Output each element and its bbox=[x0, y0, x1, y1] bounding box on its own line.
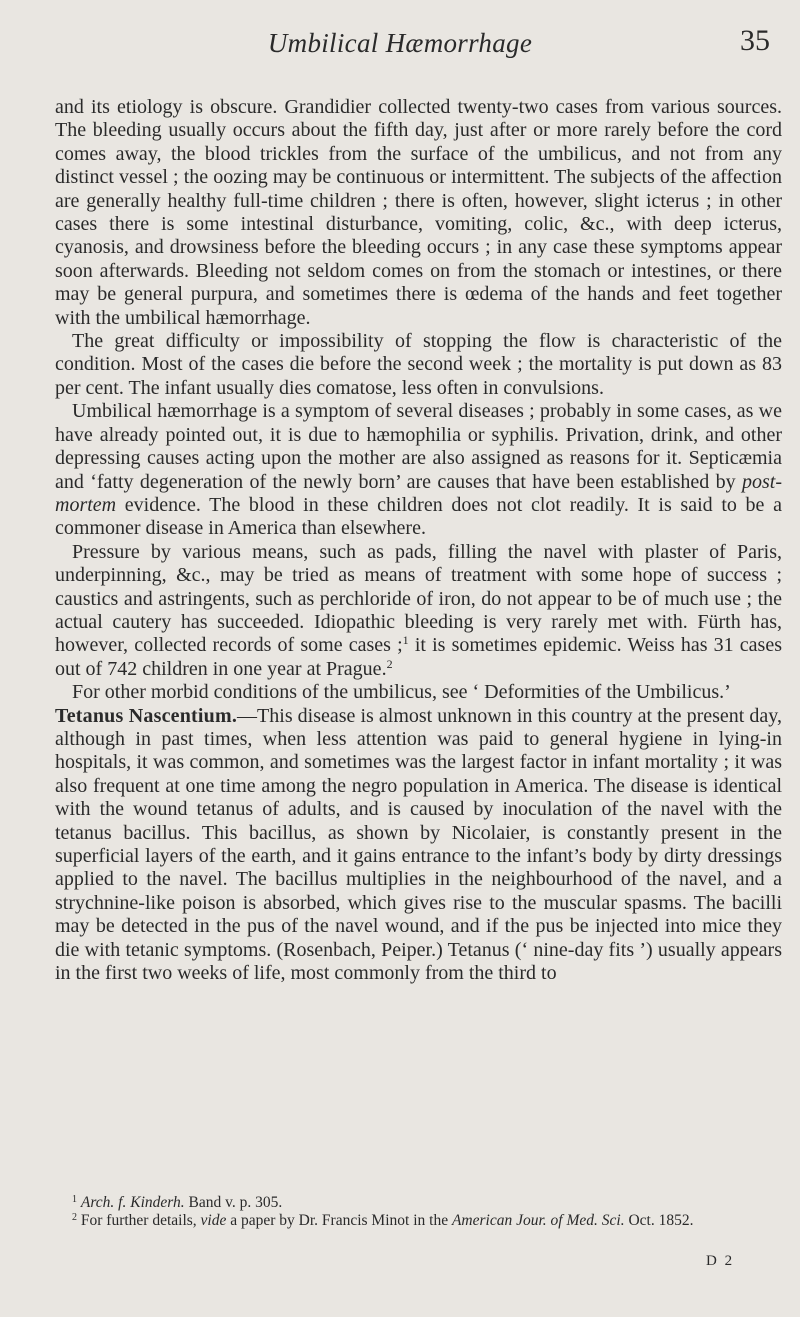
paragraph bbox=[55, 681, 782, 704]
footnote bbox=[55, 1212, 782, 1230]
paragraph-text: —This disease is almost unknown in this country at the present day, although in past times, when less attention was paid to general hygiene in lying-in hospitals, it was common, and sometimes was the largest factor in infant mortality ; it was also frequent at one time among the negro population in America. The disease is identical with the wound tetanus of adults, and is caused by inoculation of the navel with the tetanus bacillus. This bacillus, as shown by Nicolaier, is constantly present in the superficial layers of the earth, and it gains entrance to the infant’s body by dirty dressings applied to the navel. The bacillus multiplies in the neighbourhood of the navel, and a strychnine-like poison is absorbed, which gives rise to the muscular spasms. The bacilli may be detected in the pus of the navel wound, and if the pus be injected into mice they die with tetanic symptoms. (Rosenbach, Peiper.) Tetanus (‘ nine-day fits ’) usually appears in the first two weeks of life, most commonly from the third to bbox=[55, 704, 782, 985]
paragraph bbox=[55, 96, 782, 330]
paragraph-text: evidence. The blood in these children does not clot readily. It is said to be a commoner disease in America than elsewhere. bbox=[55, 493, 782, 540]
footnote-text: Oct. 1852. bbox=[624, 1212, 694, 1229]
footnote-ref: 1 bbox=[402, 633, 409, 648]
footnote-italic: vide bbox=[200, 1212, 227, 1229]
italic-term: post-mortem bbox=[55, 470, 782, 516]
paragraph-text: Pressure by various means, such as pads, filling the navel with plaster of Paris, underpinning, &c., may be tried as means of treatment with some hope of success ; caustics and astringents, such as perchloride of iron, do not appear to be of much use ; the actual cautery has succeeded. Idiopathic bleeding is very rarely met with. Fürth has, however, collected records of some cases ; bbox=[55, 540, 782, 657]
signature-mark: D 2 bbox=[706, 1253, 735, 1269]
footnote-text: For further details, bbox=[77, 1212, 201, 1229]
section-heading: Tetanus Nascentium. bbox=[55, 704, 238, 727]
paragraph-text: Umbilical hæmorrhage is a symptom of several diseases ; probably in some cases, as we have already pointed out, it is due to hæmophilia or syphilis. Privation, drink, and other depressing causes acting upon the mother are also assigned as reasons for it. Septicæmia and ‘fatty degeneration of the newly born’ are causes that have been established by bbox=[55, 400, 782, 493]
footnote-citation: American Jour. of Med. Sci. bbox=[451, 1212, 625, 1229]
body-text bbox=[55, 96, 782, 985]
paragraph bbox=[55, 330, 782, 400]
footnote bbox=[55, 1194, 782, 1212]
section-paragraph bbox=[55, 705, 782, 986]
paragraph-text: it is sometimes epidemic. Weiss has 31 cases out of 742 children in one year at Prague. bbox=[55, 634, 782, 680]
page-number: 35 bbox=[740, 24, 770, 57]
page-header bbox=[0, 22, 800, 62]
running-title: Umbilical Hæmorrhage bbox=[267, 28, 533, 58]
paragraph bbox=[55, 400, 782, 540]
footnote-citation: Arch. f. Kinderh. bbox=[80, 1194, 185, 1211]
footnote-mark: 2 bbox=[72, 1212, 77, 1223]
footnote-ref: 2 bbox=[386, 656, 393, 671]
paragraph-text: The great difficulty or impossibility of stopping the flow is characteristic of the condition. Most of the cases die before the second week ; the mortality is put down as 83 per cent. The infant usually dies comatose, less often in convulsions. bbox=[55, 330, 782, 399]
paragraph-text: and its etiology is obscure. Grandidier collected twenty-two cases from various sources. The bleeding usually occurs about the fifth day, just after or more rarely before the cord comes away, the blood trickles from the surface of the umbilicus, and not from any distinct vessel ; the oozing may be continuous or intermittent. The subjects of the affection are generally healthy full-time children ; there is often, however, slight icterus ; in other cases there is some intestinal disturbance, vomiting, colic, &c., with deep icterus, cyanosis, and drowsiness before the bleeding occurs ; in any case these symptoms appear soon afterwards. Bleeding not seldom comes on from the stomach or intestines, or there may be general purpura, and sometimes there is œdema of the hands and feet together with the umbilical hæmorrhage. bbox=[55, 96, 782, 329]
footnote-mark: 1 bbox=[72, 1194, 77, 1205]
paragraph-text: For other morbid conditions of the umbilicus, see ‘ Deformities of the Umbilicus.’ bbox=[72, 681, 731, 704]
footnote-text: a paper by Dr. Francis Minot in the bbox=[226, 1212, 452, 1229]
footnote-text: Band v. p. 305. bbox=[184, 1194, 283, 1211]
footnotes bbox=[55, 1194, 782, 1230]
paragraph bbox=[55, 541, 782, 681]
